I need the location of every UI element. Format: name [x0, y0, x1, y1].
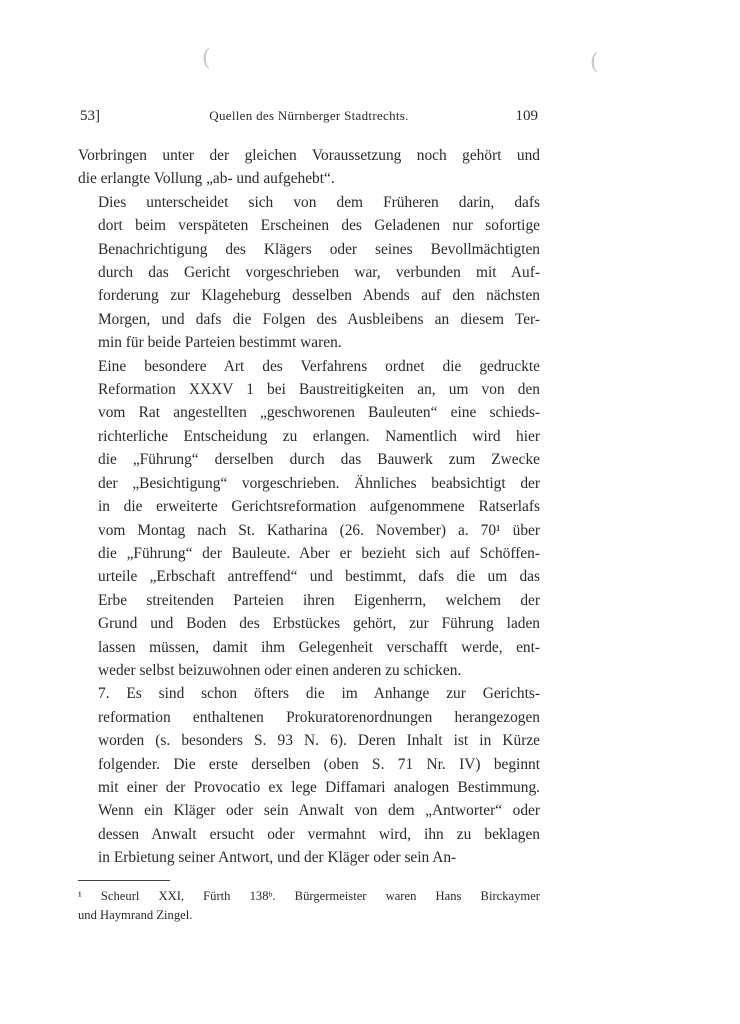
paragraph	[78, 191, 540, 355]
text-line: in die erweiterte Gerichtsreformation aufgenommene Ratserlafs	[98, 498, 540, 516]
text-line: Reformation XXXV 1 bei Baustreitigkeiten an, um von den	[98, 381, 540, 399]
text-line: urteile „Erbschaft antreffend“ und bestimmt, dafs die um das	[98, 568, 540, 586]
text-line: die „Führung“ derselben durch das Bauwerk zum Zwecke	[98, 451, 540, 469]
text-line: dort beim verspäteten Erscheinen des Geladenen nur sofortige	[98, 217, 540, 235]
text-line: der „Besichtigung“ vorgeschrieben. Ähnliches beabsichtigt der	[98, 474, 540, 492]
running-title: Quellen des Nürnberger Stadtrechts.	[209, 108, 409, 123]
running-head	[78, 100, 540, 124]
paragraph	[78, 355, 540, 683]
text-line: folgender. Die erste derselben (oben S. 71 Nr. IV) beginnt	[98, 755, 540, 773]
text-line: vom Montag nach St. Katharina (26. November) a. 70¹ über	[98, 521, 540, 539]
text-line: Dies unterscheidet sich von dem Früheren darin, dafs	[98, 193, 540, 211]
paragraph	[78, 682, 540, 869]
text-line: mit einer der Provocatio ex lege Diffamari analogen Bestimmung.	[98, 778, 540, 796]
text-line: Erbe streitenden Parteien ihren Eigenherrn, welchem der	[98, 591, 540, 609]
text-line: worden (s. besonders S. 93 N. 6). Deren Inhalt ist in Kürze	[98, 732, 540, 750]
text-line: weder selbst beizuwohnen oder einen anderen zu schicken.	[98, 661, 462, 679]
text-line: Morgen, und dafs die Folgen des Ausbleibens an diesem Ter-	[98, 310, 540, 328]
text-line: Vorbringen unter der gleichen Voraussetzung noch gehört und	[78, 147, 540, 164]
text-line: vom Rat angestellten „geschworenen Bauleuten“ eine schieds-	[98, 404, 540, 422]
text-line: Wenn ein Kläger oder sein Anwalt von dem „Antworter“ oder	[98, 802, 540, 820]
text-line: dessen Anwalt ersucht oder vermahnt wird, ihn zu beklagen	[98, 825, 540, 843]
text-line: Benachrichtigung des Klägers oder seines Bevollmächtigten	[98, 240, 540, 258]
body-text	[78, 144, 540, 870]
footnote-line: und Haymrand Zingel.	[78, 907, 193, 922]
text-line: die erlangte Vollung „ab- und aufgehebt“.	[78, 170, 335, 188]
text-line: die „Führung“ der Bauleute. Aber er bezieht sich auf Schöffen-	[98, 544, 540, 562]
text-line: in Erbietung seiner Antwort, und der Kläger oder sein An-	[98, 849, 457, 867]
footnote-line: ¹ Scheurl XXI, Fürth 138ᵇ. Bürgermeister waren Hans Birckaymer	[78, 888, 540, 903]
text-line: Eine besondere Art des Verfahrens ordnet die gedruckte	[98, 357, 540, 375]
book-page	[78, 100, 540, 925]
footnote-rule	[78, 880, 170, 881]
text-line: 7. Es sind schon öfters die im Anhange zur Gerichts-	[98, 685, 540, 703]
footnote	[78, 887, 540, 925]
chapter-marker: 53]	[80, 108, 100, 124]
text-line: min für beide Parteien bestimmt waren.	[98, 334, 342, 352]
text-line: lassen müssen, damit ihm Gelegenheit verschafft werde, ent-	[98, 638, 540, 656]
text-line: richterliche Entscheidung zu erlangen. Namentlich wird hier	[98, 427, 540, 445]
paragraph	[78, 144, 540, 191]
page-number: 109	[515, 108, 538, 124]
scan-mark-left: (	[202, 46, 211, 71]
text-line: forderung zur Klageheburg desselben Abends auf den nächsten	[98, 287, 540, 305]
scan-mark-right: (	[590, 50, 599, 75]
text-line: durch das Gericht vorgeschrieben war, verbunden mit Auf-	[98, 264, 540, 282]
text-line: Grund und Boden des Erbstückes gehört, zur Führung laden	[98, 615, 540, 633]
text-line: reformation enthaltenen Prokuratorenordnungen herangezogen	[98, 708, 540, 726]
